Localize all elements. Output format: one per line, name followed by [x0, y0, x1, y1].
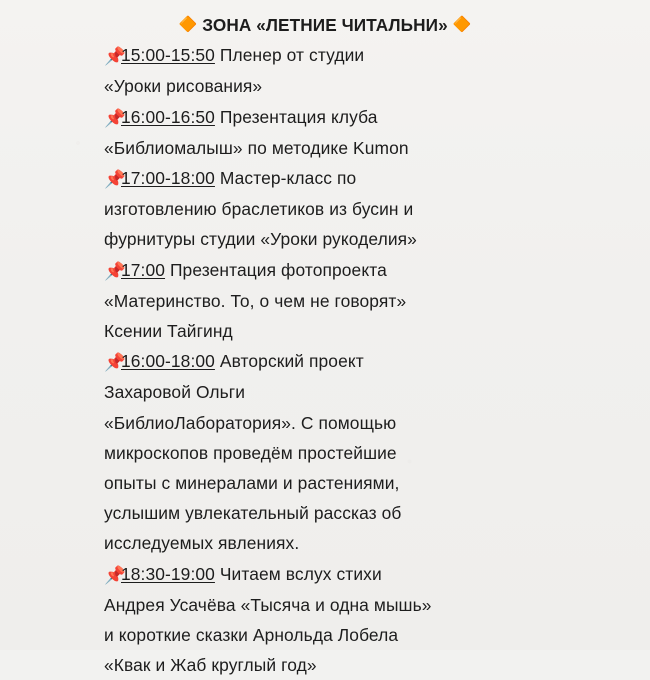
schedule-entry — [104, 102, 546, 163]
entry-line: Ксении Тайгинд — [104, 321, 233, 342]
entry-line: Захаровой Ольги — [104, 382, 246, 403]
pushpin-icon: 📌 — [104, 564, 126, 585]
schedule-text-block — [104, 10, 546, 680]
entry-line: изготовлению браслетиков из бусин и — [104, 199, 414, 220]
pushpin-icon: 📌 — [104, 46, 126, 67]
entry-line: Презентация фотопроекта — [165, 259, 387, 280]
entry-line: фурнитуры студии «Уроки рукоделия» — [104, 229, 417, 250]
entry-line: Авторский проект — [214, 351, 364, 372]
schedule-entry — [104, 559, 546, 680]
entry-line: Читаем вслух стихи — [214, 563, 382, 584]
pushpin-icon: 📌 — [104, 352, 126, 373]
orange-diamond-icon: 🔶 — [452, 16, 472, 33]
entry-line: «Библиомалыш» по методике Kumon — [104, 137, 409, 158]
entry-line: «Уроки рисования» — [104, 76, 263, 97]
entry-line: услышим увлекательный рассказ об — [104, 503, 402, 524]
entry-line: микроскопов проведём простейшие — [104, 442, 397, 463]
entry-time: 16:00-16:50 — [121, 106, 215, 127]
entry-line: Андрея Усачёва «Тысяча и одна мышь» — [104, 594, 432, 615]
schedule-heading-text: ЗОНА «ЛЕТНИЕ ЧИТАЛЬНИ» — [202, 15, 448, 35]
entry-line: «Квак и Жаб круглый год» — [104, 655, 317, 676]
schedule-entry — [104, 40, 546, 101]
entry-time: 17:00 — [121, 259, 166, 280]
pushpin-icon: 📌 — [104, 169, 126, 190]
pushpin-icon: 📌 — [104, 107, 126, 128]
schedule-entry — [104, 255, 546, 347]
entry-line: опыты с минералами и растениями, — [104, 473, 400, 494]
schedule-heading — [104, 10, 546, 40]
entry-line: «БиблиоЛаборатория». С помощью — [104, 412, 397, 433]
entry-time: 15:00-15:50 — [121, 45, 215, 66]
pushpin-icon: 📌 — [104, 260, 126, 281]
entry-time: 16:00-18:00 — [121, 351, 215, 372]
entry-line: Презентация клуба — [214, 106, 378, 127]
entry-line: и короткие сказки Арнольда Лобела — [104, 625, 399, 646]
orange-diamond-icon: 🔶 — [178, 16, 198, 33]
entry-line: Мастер-класс по — [214, 168, 357, 189]
entry-time: 18:30-19:00 — [121, 563, 215, 584]
schedule-entry — [104, 346, 546, 558]
entry-line: «Материнство. То, о чем не говорят» — [104, 290, 407, 311]
entry-line: Пленер от студии — [214, 45, 365, 66]
entry-line: исследуемых явлениях. — [104, 533, 300, 554]
schedule-entry — [104, 163, 546, 255]
entry-time: 17:00-18:00 — [121, 168, 215, 189]
